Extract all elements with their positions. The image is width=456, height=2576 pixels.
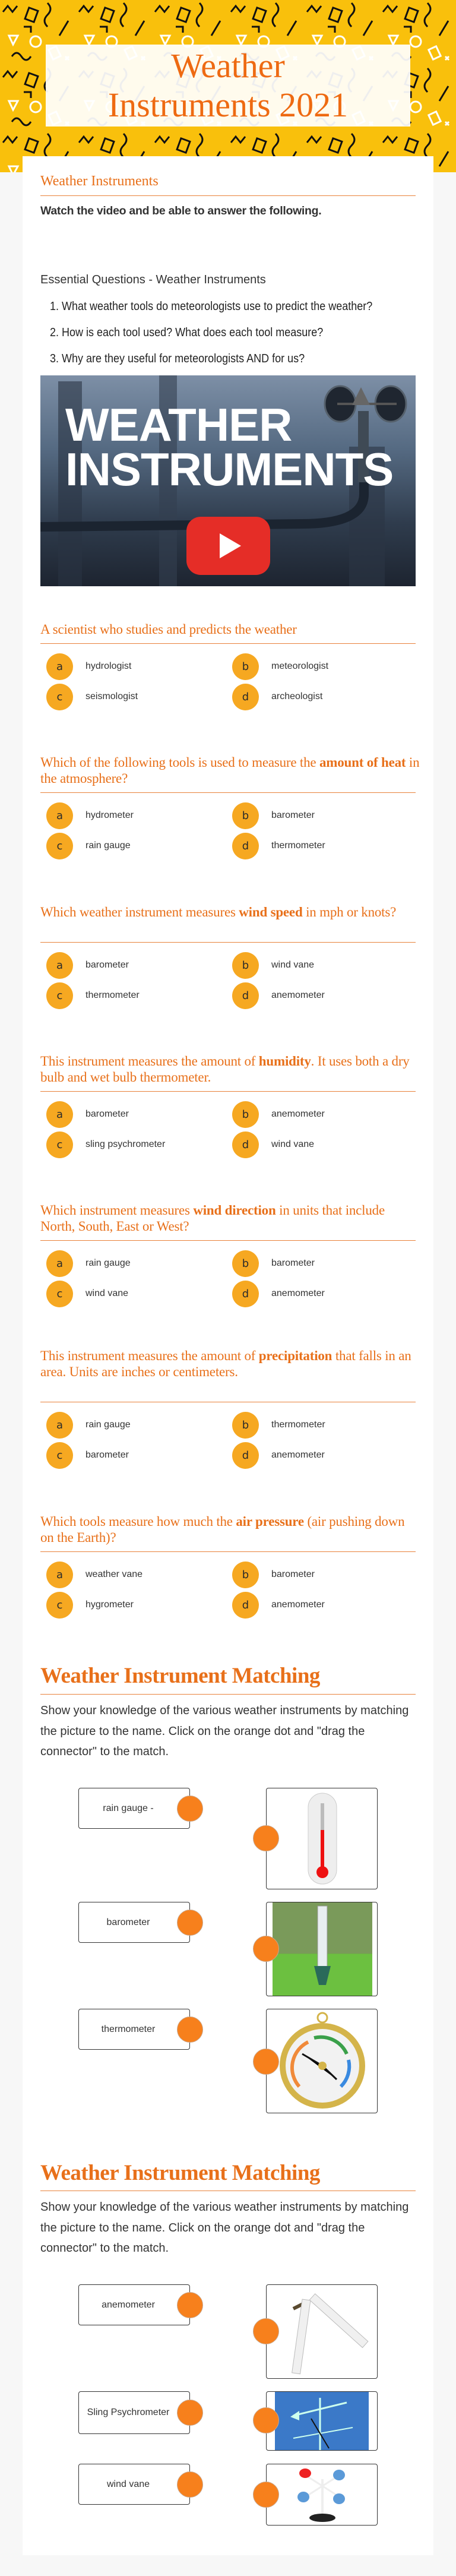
option-letter-badge: d	[232, 833, 259, 859]
match-name-card	[78, 2284, 190, 2325]
option-letter-badge: b	[232, 1101, 259, 1128]
answer-option-d[interactable]	[232, 1591, 410, 1619]
option-label: meteorologist	[271, 661, 329, 671]
connector-dot[interactable]	[177, 2400, 203, 2426]
answer-option-d[interactable]	[232, 1442, 410, 1469]
option-label: anemometer	[271, 1109, 325, 1119]
connector-dot[interactable]	[253, 2407, 279, 2433]
question-text: (air pushing down on the Earth)?	[40, 1514, 405, 1545]
essential-question: 3. Why are they useful for meteorologists AND for us?	[62, 346, 417, 372]
rain-gauge-picture	[267, 1902, 377, 1996]
option-label: barometer	[271, 1569, 315, 1579]
wind-vane-picture	[267, 2392, 377, 2450]
match-name-card	[78, 2464, 190, 2505]
answer-option-b[interactable]	[232, 653, 410, 680]
connector-dot[interactable]	[177, 1910, 203, 1936]
video-title-line-1: WEATHER	[65, 399, 292, 451]
answer-option-c[interactable]	[46, 982, 224, 1009]
connector-dot[interactable]	[177, 2471, 203, 2498]
question-heading	[40, 754, 420, 786]
answer-option-b[interactable]	[232, 1101, 410, 1128]
option-letter-badge: b	[232, 802, 259, 829]
answer-option-b[interactable]	[232, 1250, 410, 1277]
answer-option-d[interactable]	[232, 1280, 410, 1307]
divider	[40, 1091, 416, 1092]
match-name-label: Sling Psychrometer	[87, 2407, 170, 2417]
answer-option-d[interactable]	[232, 982, 410, 1009]
answer-option-d[interactable]	[232, 683, 410, 710]
answer-option-a[interactable]	[46, 802, 224, 829]
option-letter-badge: c	[46, 684, 73, 710]
option-label: barometer	[86, 960, 129, 970]
question-text: A scientist who studies and predicts the weather	[40, 622, 297, 637]
option-label: hydrologist	[86, 661, 132, 671]
option-label: anemometer	[271, 1600, 325, 1610]
option-letter-badge: c	[46, 1131, 73, 1158]
option-letter-badge: b	[232, 952, 259, 979]
match-picture-card	[266, 2009, 378, 2113]
divider	[40, 1694, 416, 1695]
answer-option-c[interactable]	[46, 1591, 224, 1619]
question-heading	[40, 1513, 420, 1545]
option-letter-badge: b	[232, 1412, 259, 1439]
question-text: Which of the following tools is used to measure the	[40, 755, 319, 770]
question-text: This instrument measures the amount of	[40, 1348, 259, 1363]
option-letter-badge: c	[46, 1592, 73, 1619]
matching-instructions: Show your knowledge of the various weather instruments by matching the picture to the name. Click on the orange dot and "drag the connector" to the match.	[40, 2201, 409, 2255]
option-letter-badge: a	[46, 1250, 73, 1277]
matching-title: Weather Instrument Matching	[40, 2161, 320, 2185]
divider	[40, 643, 416, 644]
option-letter-badge: b	[232, 1250, 259, 1277]
option-label: barometer	[271, 810, 315, 820]
option-label: weather vane	[86, 1569, 143, 1579]
option-label: anemometer	[271, 1288, 325, 1298]
match-name-card	[78, 2391, 190, 2434]
option-label: rain gauge	[86, 840, 131, 851]
answer-option-b[interactable]	[232, 802, 410, 829]
answer-option-c[interactable]	[46, 832, 224, 859]
answer-option-a[interactable]	[46, 1561, 224, 1588]
answer-option-d[interactable]	[232, 832, 410, 859]
answer-option-a[interactable]	[46, 1411, 224, 1439]
option-letter-badge: d	[232, 982, 259, 1009]
option-label: thermometer	[271, 840, 325, 851]
question-text: . It uses both a dry bulb and wet bulb thermometer.	[40, 1054, 410, 1085]
match-name-label: barometer	[106, 1917, 150, 1927]
option-label: seismologist	[86, 691, 138, 701]
match-name-card	[78, 2009, 190, 2050]
option-letter-badge: d	[232, 1281, 259, 1307]
answer-option-b[interactable]	[232, 1411, 410, 1439]
question-text: that falls in an area. Units are inches or centimeters.	[40, 1348, 411, 1379]
question-text: in units that include North, South, East or West?	[40, 1203, 385, 1234]
match-name-label: anemometer	[102, 2299, 155, 2310]
option-label: anemometer	[271, 1450, 325, 1460]
answer-option-c[interactable]	[46, 1442, 224, 1469]
option-letter-badge: d	[232, 1131, 259, 1158]
option-label: wind vane	[271, 960, 315, 970]
divider	[40, 792, 416, 793]
answer-option-d[interactable]	[232, 1131, 410, 1158]
option-letter-badge: a	[46, 653, 73, 680]
match-picture-card	[266, 2464, 378, 2526]
question-text: Which weather instrument measures	[40, 905, 239, 919]
divider	[40, 942, 416, 943]
option-letter-badge: d	[232, 1592, 259, 1619]
match-picture-card	[266, 1902, 378, 1996]
option-letter-badge: a	[46, 1562, 73, 1588]
connector-dot[interactable]	[253, 2318, 279, 2344]
option-label: hydrometer	[86, 810, 134, 820]
option-label: rain gauge	[86, 1420, 131, 1430]
instruction-text: Watch the video and be able to answer the following.	[40, 204, 322, 217]
option-letter-badge: b	[232, 653, 259, 680]
match-picture-card	[266, 1788, 378, 1889]
connector-dot[interactable]	[253, 1825, 279, 1851]
match-name-card	[78, 1902, 190, 1943]
question-keyword: wind direction	[193, 1203, 276, 1218]
option-letter-badge: c	[46, 1281, 73, 1307]
option-letter-badge: a	[46, 1412, 73, 1439]
connector-dot[interactable]	[253, 2482, 279, 2508]
matching-title: Weather Instrument Matching	[40, 1664, 320, 1688]
option-label: barometer	[86, 1109, 129, 1119]
video-title-line-2: INSTRUMENTS	[65, 443, 394, 495]
option-label: barometer	[86, 1450, 129, 1460]
divider	[40, 195, 416, 196]
question-heading	[40, 1348, 420, 1380]
option-label: hygrometer	[86, 1600, 134, 1610]
option-label: anemometer	[271, 990, 325, 1000]
match-name-label: wind vane	[106, 2479, 150, 2489]
play-icon	[186, 517, 270, 575]
question-keyword: air pressure	[236, 1514, 304, 1529]
essential-question: 2. How is each tool used? What does each tool measure?	[62, 320, 417, 346]
option-letter-badge: a	[46, 1101, 73, 1128]
option-letter-badge: d	[232, 1442, 259, 1469]
option-letter-badge: a	[46, 952, 73, 979]
option-label: wind vane	[86, 1288, 129, 1298]
match-picture-card	[266, 2391, 378, 2451]
title-line-2: Instruments 2021	[107, 86, 349, 124]
essential-questions-title: Essential Questions - Weather Instruments	[40, 273, 266, 286]
question-keyword: humidity	[258, 1054, 311, 1069]
anemometer-picture	[267, 2464, 377, 2525]
option-label: thermometer	[271, 1420, 325, 1430]
answer-option-a[interactable]	[46, 952, 224, 979]
question-keyword: amount of heat	[319, 755, 406, 770]
option-letter-badge: c	[46, 833, 73, 859]
question-heading	[40, 1053, 420, 1085]
answer-option-b[interactable]	[232, 1561, 410, 1588]
question-heading	[40, 904, 420, 920]
answer-option-c[interactable]	[46, 683, 224, 710]
essential-questions-list	[40, 293, 456, 372]
option-label: rain gauge	[86, 1258, 131, 1268]
connector-dot[interactable]	[177, 2016, 203, 2043]
option-letter-badge: c	[46, 982, 73, 1009]
section-title: Weather Instruments	[40, 173, 159, 189]
answer-option-b[interactable]	[232, 952, 410, 979]
connector-dot[interactable]	[177, 1796, 203, 1822]
connector-dot[interactable]	[177, 2292, 203, 2318]
question-text: Which tools measure how much the	[40, 1514, 236, 1529]
option-label: wind vane	[271, 1139, 315, 1149]
answer-option-c[interactable]	[46, 1131, 224, 1158]
connector-dot[interactable]	[253, 1936, 279, 1962]
matching-instructions: Show your knowledge of the various weather instruments by matching the picture to the name. Click on the orange dot and "drag the connector" to the match.	[40, 1704, 409, 1758]
match-name-card	[78, 1788, 190, 1829]
title-line-1: Weather	[171, 46, 285, 85]
match-name-label: thermometer	[101, 2024, 156, 2034]
question-text: This instrument measures the amount of	[40, 1054, 259, 1069]
question-heading	[40, 1202, 420, 1234]
option-label: barometer	[271, 1258, 315, 1268]
divider	[40, 1240, 416, 1241]
answer-option-c[interactable]	[46, 1280, 224, 1307]
essential-question: 1. What weather tools do meteorologists use to predict the weather?	[62, 293, 417, 320]
match-picture-card	[266, 2284, 378, 2379]
connector-dot[interactable]	[253, 2049, 279, 2075]
match-name-label: rain gauge -	[103, 1803, 154, 1813]
option-label: sling psychrometer	[86, 1139, 166, 1149]
divider	[40, 1551, 416, 1552]
answer-option-a[interactable]	[46, 653, 224, 680]
option-letter-badge: d	[232, 684, 259, 710]
question-heading	[40, 621, 420, 637]
thermometer-picture	[267, 1788, 377, 1889]
question-text: in mph or knots?	[302, 905, 397, 919]
question-text: Which instrument measures	[40, 1203, 194, 1218]
page-title	[46, 45, 410, 127]
option-letter-badge: b	[232, 1562, 259, 1588]
answer-option-a[interactable]	[46, 1250, 224, 1277]
answer-option-a[interactable]	[46, 1101, 224, 1128]
option-label: thermometer	[86, 990, 140, 1000]
option-label: archeologist	[271, 691, 323, 701]
sling-psychrometer-picture	[267, 2285, 377, 2378]
option-letter-badge: a	[46, 802, 73, 829]
question-keyword: precipitation	[258, 1348, 332, 1363]
question-text: in the atmosphere?	[40, 755, 420, 786]
barometer-picture	[267, 2009, 377, 2113]
video-player[interactable]	[40, 375, 416, 586]
youtube-play-button[interactable]	[186, 517, 270, 575]
option-letter-badge: c	[46, 1442, 73, 1469]
question-keyword: wind speed	[239, 905, 303, 919]
